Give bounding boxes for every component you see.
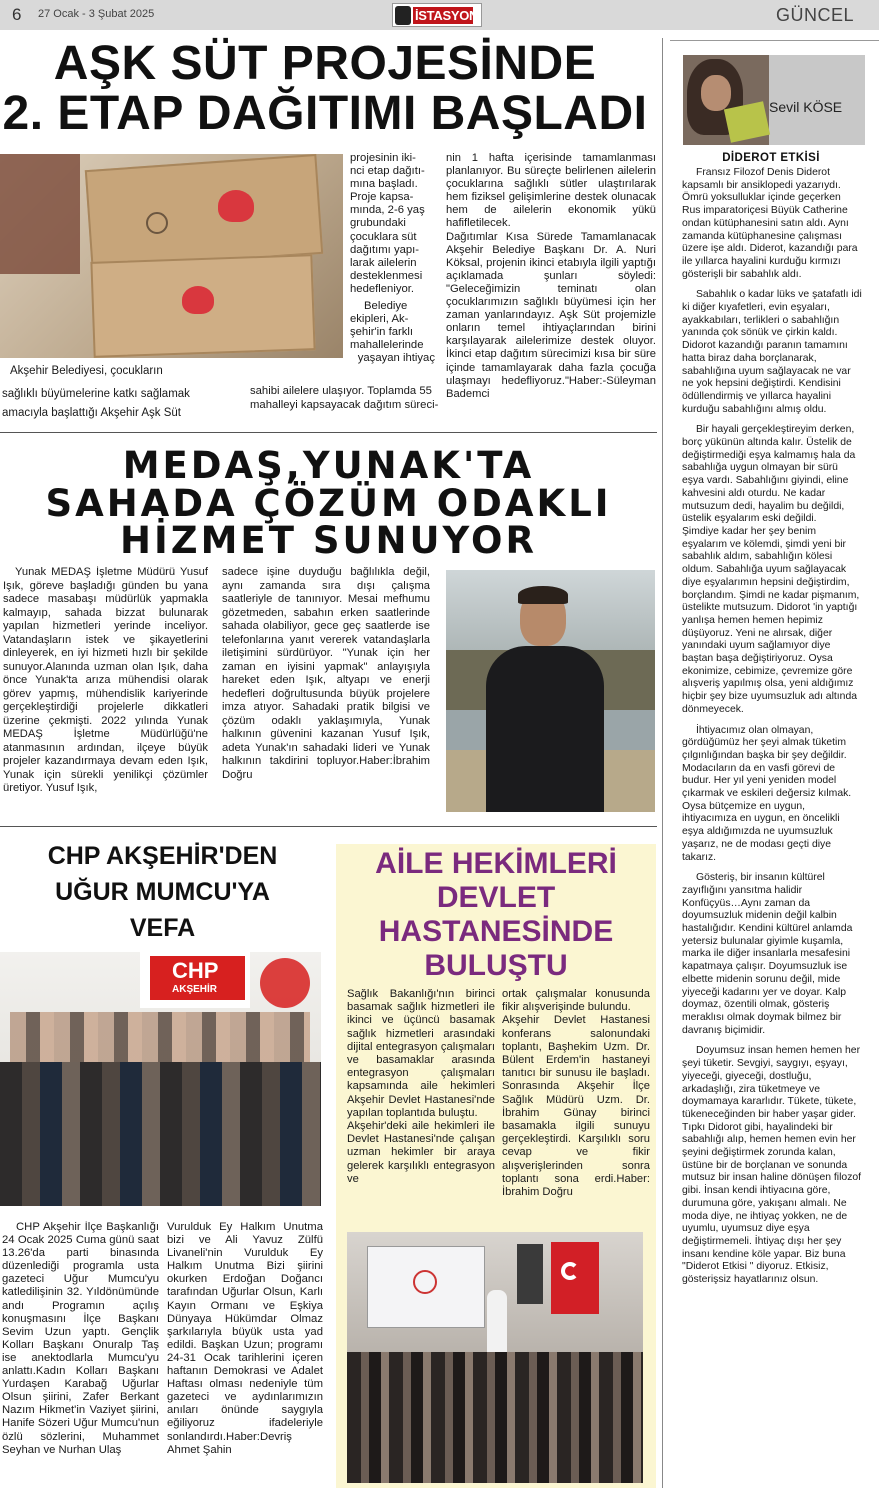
article2-headline-line1: MEDAŞ,YUNAK'TA <box>122 444 535 487</box>
caption-line: amacıyla başlattığı Akşehir Aşk Süt <box>2 407 181 419</box>
presenter <box>487 1290 507 1356</box>
sidebar-divider <box>662 38 663 1488</box>
columnist-name: Sevil KÖSE <box>769 99 843 115</box>
article4-headline-line1: AİLE HEKİMLERİ <box>375 847 617 880</box>
box-top <box>85 154 323 270</box>
chp-arrows-icon <box>260 958 310 1008</box>
divider-line <box>0 826 657 827</box>
section-title: GÜNCEL <box>776 5 855 25</box>
logo-portrait-icon <box>395 6 411 25</box>
article1-column3: nin 1 hafta içerisinde tamamlanması planlanıyor. Bu süreçte belirlenen ailelerin çocuklarına sağlıklı sütler ulaştırılarak hem fiziksel gelişimlerine destek olunacak hem de ailelerin ekonomik yükü hafifletilecek. Dağıtımlar Kısa Sürede Tamamlanacak Akşehir Belediye Başkanı Dr. A. Nuri Köksal, projenin ikinci etabıyla ilgili yaptığı açıklamada şunları söyledi: "Geleceğimizin teminatı olan çocuklarımızın sağlıklı büyümesi için her zaman yanlarındayız. Aşk Süt projemizle onların temel ihtiyaçlarından birini karşılayarak ailelerimize destek oluyor. İkinci etap dağıtım sürecimizi kısa bir süre içinde tamamlayarak daha fazla çocuğa ulaşmayı hedefliyoruz."Haber:-Süleyman Bademci <box>446 152 656 400</box>
article4-headline-line2: DEVLET <box>436 881 556 914</box>
article2-headline-line3: HİZMET SUNUYOR <box>120 519 537 562</box>
article4-headline-line3: HASTANESİNDE <box>378 915 614 948</box>
article2-column2: sadece işine duyduğu bağlılıkla değil, aynı zamanda sıra dışı çalışma saatleriyle de tanınıyor. Mesai mefhumu gözetmeden, sabahın erken saatlerinde sahada olabiliyor, gece geç saatlerde ise telefonlarına yanıt vererek vatandaşlarla iletişimini sürdürüyor. "Yunak için her zaman en iyisini yapmak" anlayışıyla hareket eden Işık, altyapı ve enerji hedefleri doğrultusunda büyük projelere imza atıyor. Sahadaki pratik bilgisi ve çözüm odaklı yaklaşımıyla, Yunak halkının güvenini kazanan Yusuf Işık, adeta Yunak'ın sahadaki lideri ve Yunak halkının takdirini topluyor.Haber:İbrahim Doğru <box>222 566 430 781</box>
divider-line <box>0 432 657 433</box>
col-line: sahibi ailelere ulaşıyor. Toplamda 55 <box>250 385 432 397</box>
article1-headline-line1: AŞK SÜT PROJESİNDE <box>53 37 597 90</box>
article1-column2 <box>350 152 435 366</box>
municipality-seal-icon <box>146 212 168 234</box>
scarf-shape <box>0 154 80 274</box>
article3-headline-line2: UĞUR MUMCU'YA <box>55 878 270 906</box>
article1-bottom-span <box>250 384 440 412</box>
col-line: çocuklara süt <box>350 230 417 243</box>
heart-logo-icon-2 <box>182 286 214 314</box>
column-body <box>682 167 862 1485</box>
portrait-book <box>724 101 770 143</box>
chp-banner-city: AKŞEHİR <box>172 984 218 995</box>
col-line: mında, 2-6 yaş <box>350 204 425 217</box>
column-title: DİDEROT ETKİSİ <box>722 152 820 164</box>
crowd-front-row <box>0 1062 321 1206</box>
article1-caption <box>10 365 340 378</box>
yusuf-isik-photo <box>446 570 655 812</box>
article1-headline-line2: 2. ETAP DAĞITIMI BAŞLADI <box>2 87 648 140</box>
person-jacket <box>486 646 604 812</box>
article4-column2: ortak çalışmalar konusunda fikir alışverişinde bulundu. Akşehir Devlet Hastanesi konferans salonundaki toplantı, Başhekim Uzm. Dr. Bülent Erdem'in hastaneyi tanıtıcı bir sunusu ile başladı. Sonrasında Akşehir İlçe Sağlık Müdürü Uzm. Dr. İbrahim Günay birinci basamakla ilgili sunuyu gerçekleştirdi. Karşılıklı soru cevap ve fikir alışverişlerinden sonra toplantı sona erdi.Haber: İbrahim Doğru <box>502 988 650 1199</box>
col-line: Proje kapsa- <box>350 191 414 204</box>
column-paragraph: Gösteriş, bir insanın kültürel zayıflığını yansıtma halidir Konfüçyüs…Aynı zaman da doyumsuzluk midenin değil kalbin hastalığıdır. Kendini kültürel anlamda yetersiz bulunalar giyimle kuşamla, marka ile diğer insanlarla mesafesini kapatmaya çalışır. Doyumsuzluk ise elbette midenin sorunu değil, mide yiyeceği kadarını yer ve doyar. Kalp doymaz, özentili olmak, gösteriş meraklısı olmak doymak bilmez bir davranış biçimidir. <box>682 872 853 1036</box>
col-line: hedefleniyor. <box>350 282 415 295</box>
col-line: projesinin iki- <box>350 152 416 164</box>
col-line: larak ailelerin <box>350 256 417 269</box>
column-paragraph: Fransız Filozof Denis Diderot kapsamlı bir ansiklopedi yazarıydı. Ömrü yoksulluklar içinde geçerken Rus imparatoriçesi Büyük Catherine ondan kütüphanesini satın aldı. Aynı zamanda kütüphanesine çalışması üzere işe aldı. Diderot, kazandığı para ile yıllarca hayalini kurduğu kırmızı gösterişli bir sabahlık aldı. <box>682 167 858 280</box>
col-line: dağıtımı yapı- <box>350 243 420 256</box>
hospital-meeting-photo <box>347 1232 643 1483</box>
caption-line: Akşehir Belediyesi, çocukların <box>10 365 163 377</box>
logo-text: İSTASYON <box>415 8 479 23</box>
milk-boxes-photo <box>0 154 343 358</box>
person-hair <box>518 586 568 604</box>
col-line: şehir'in farklı <box>350 326 414 339</box>
portrait-face <box>701 75 731 111</box>
audience-seats <box>347 1352 643 1483</box>
columnist-portrait <box>683 55 769 145</box>
col-line: desteklenmesi <box>350 269 423 282</box>
chp-banner-text: CHP <box>172 958 219 983</box>
article2-headline-line2: SAHADA ÇÖZÜM ODAKLI <box>45 482 612 525</box>
column-paragraph: İhtiyacımız olan olmayan, gördüğümüz her şeyi almak tüketim çılgınlığından başka bir şey değildir. Modacıların da en vasfi görevi de budur. Her yıl yeni yeniden model çıkarmak ve eskileri değersiz kılmak. Oysa bütçemize en uygun, ihtiyacımıza en uygun, en öncelikli eşya aldığımızda ne uyumsuzluk yaşarız, ne de modası geçti diye takarız. <box>682 724 852 863</box>
column-paragraph: Doyumsuz insan hemen hemen her şeyi tüketir. Sevgiyi, saygıyı, eşyayı, yiyeceği, giyeceği, dostluğu, arkadaşlığı, zira tüketmeye ve doymamaya kararlıdır. Tükete, tükete, tükeneceğinden bir haber yaşar gider. Tıpkı Didorot gibi, hayalindeki bir sabahlığı alıp, hemen hemen evin her şeyini değiştirmek zorunda kalan, üstüne bir de borçlanan ve sonunda mutsuz bir insan haline dönüşen filozof gibi. İnsan kendi ihtiyacına göre, durumuna göre, yakışanı almalı. Ne moda diye, ne ihtiyaç yokken, ne de uyumlu, uyumsuz diye eşya değiştirmemeli. İhtiyaç dışı her şey insanı kendine köle yapar. Biz buna "Diderot Etkisi " diyoruz. Etkisiz, gösterişsiz hayatlarınız olsun. <box>682 1045 862 1286</box>
caption-line: sağlıklı büyümelerine katkı sağlamak <box>2 388 190 400</box>
article4-column1: Sağlık Bakanlığı'nın birinci basamak sağlık hizmetleri ile ikinci ve üçüncü basamak sağlık hizmetleri arasındaki dijital entegrasyon çalışmaları ve basamaklar arasında entegrasyon çalışmaları kapsamında aile hekimleri Akşehir Devlet Hastanesi'nde yapılan toplantıda buluştu. Akşehir'deki aile hekimleri ile Devlet Hastanesi'nde çalışan uzman hekimler bir araya gelerek karşılıklı entegrasyon ve <box>347 988 495 1185</box>
article4-headline-line4: BULUŞTU <box>424 949 568 982</box>
col-line: ekipleri, Ak- <box>350 313 409 326</box>
col-line: mahalleyi kapsayacak dağıtım süreci- <box>250 399 439 411</box>
chp-group-photo <box>0 952 321 1206</box>
article3-headline-line3: VEFA <box>129 914 196 942</box>
col-line: yaşayan ihtiyaç <box>357 352 435 365</box>
article3-headline-line1: CHP AKŞEHİR'DEN <box>47 842 278 870</box>
sidebar-top-rule <box>670 40 879 41</box>
newspaper-logo[interactable] <box>392 3 482 27</box>
heart-logo-icon <box>218 190 254 222</box>
issue-date: 27 Ocak - 3 Şubat 2025 <box>38 8 155 20</box>
col-line: nci etap dağıtı- <box>350 165 425 178</box>
column-paragraph: Bir hayali gerçekleştireyim derken, borç yükünün altında kalır. Üstelik de değiştirmediği eşya kalmamış hala da sabahlığa uygun olmayan bir sürü eşya vardı. Sabahlığını giyindi, eline kahvesini aldı oturdu. Ne kadar mutsuzum dedi, hayalim bu değildi, üstelik eşyalarım eski değildi. Şimdiye kadar her şey benim eşyalarım ve kölemdi, şimdi yeni bir sabahlık aldım, sabahlığın kölesi oldum. Sabahlığa uyum sağlayacak diye eşyalarımın hepsini değiştirdim, borçlandım. Şimdi ne kadar pişmanım, üstelikte mutsuzum. Didorot 'in yaptığı yanlışa hemen hemen hepimiz düşüyoruz. Yeni ne alırsak, diğer yanındaki uyum sağlamıyor diye baştan başa değiştiriyoruz. Oysa ekonimize, cebimize, çevremize göre alışveriş yapılmış olsa, yeni aldığımız hiçbir şey bize uyumsuzluk adı altında dönmeyecek. <box>682 424 860 715</box>
col-line: grubundaki <box>350 217 406 230</box>
col-line: Belediye <box>364 300 408 313</box>
header-bar <box>0 0 879 30</box>
article3-column2: Vurulduk Ey Halkım Unutma bizi ve Ali Yavuz Zülfü Livaneli'nin Vurulduk Ey Halkım Unutma Bizi şiirini okurken Erdoğan Doğancı tarafından Uğurlar Olsun, Karlı Kayın Ormanı ve Eşkiya Dünyaya Hükümdar Olmaz şarkılarıyla büyük usta yad edildi. Başkan Uzun; programı 24-31 Ocak tarihlerini içeren haftanın Demokrasi ve Adalet Haftası olması nedeniyle tüm gazeteci ve aydınlarımızın anıları önünde saygıyla eğiliyoruz ifadeleriyle sonlandırdı.Haber:Devriş Ahmet Şahin <box>167 1221 323 1456</box>
article3-column1: CHP Akşehir İlçe Başkanlığı 24 Ocak 2025 Cuma günü saat 13.26'da parti binasında düzenlediği programla usta gazeteci Uğur Mumcu'yu katledilişinin 32. Yıldönümünde andı Programın açılış konuşmasını İlçe Başkanı Sevim Uzun yaptı. Gençlik Kolları Başkanı Onuralp Taş ise anektodlarla Mumcu'yu anlattı.Kadın Kolları Başkanı Yurdaşen Karabağ Uğurlar Olsun şiirini, Zafer Berkant Nazım Hikmet'in Vaziyet şiirini, Hanife Sözeri Uğur Mumcu'nun özlü sözlerini, Muhammet Seyhan ve Nurhan Ulaş <box>2 1221 159 1456</box>
flag-crescent-icon <box>561 1262 579 1280</box>
page-number: 6 <box>12 5 22 24</box>
column-paragraph: Sabahlık o kadar lüks ve şatafatlı idi ki diğer kıyafetleri, evin eşyaları, ayakkabıları, terlikleri o sabahlığın yanında çok sönük ve çirkin kaldı. Didorot kazandığı paranın tamamını hatta biraz daha borçlanarak, sabahlığına uyum sağlayacak ne var ne yok hepsini değiştirdi. Kendisini ödüllendirmiş ve yıllarca hayalini kurduğu sabahlığını almış oldu. <box>682 289 862 415</box>
col-line: mahallelerinde <box>350 339 424 352</box>
ministry-logo-icon <box>413 1270 437 1294</box>
col-line: mına başladı. <box>350 178 418 191</box>
article2-column1: Yunak MEDAŞ İşletme Müdürü Yusuf Işık, göreve başladığı günden bu yana sadece masabaşı müdürlük yapmakla kalmayıp, sahada bizzat bulunarak yapılan hizmetleri yerinde inceliyor. Vatandaşların istek ve şikayetlerini dinleyerek, en iyi hizmeti hızlı bir şekilde sunuyor.Alanında uzman olan Işık, daha önce Yunak'ta arıza mühendisi olarak görev yapmış, mühendislik kariyerinde gerçekleştirdiği projelerle dikkatleri üzerine çekmişti. 2022 yılında Yunak MEDAŞ İşletme Müdürlüğü'ne atanmasının ardından, ilçeye büyük projeler kazandırmaya devam eden Işık, Yunak için sürekli yenilikçi çözümler üretiyor. Yusuf Işık, <box>3 566 208 794</box>
columnist-photo-box <box>683 55 865 145</box>
portrait-frame <box>517 1244 543 1304</box>
